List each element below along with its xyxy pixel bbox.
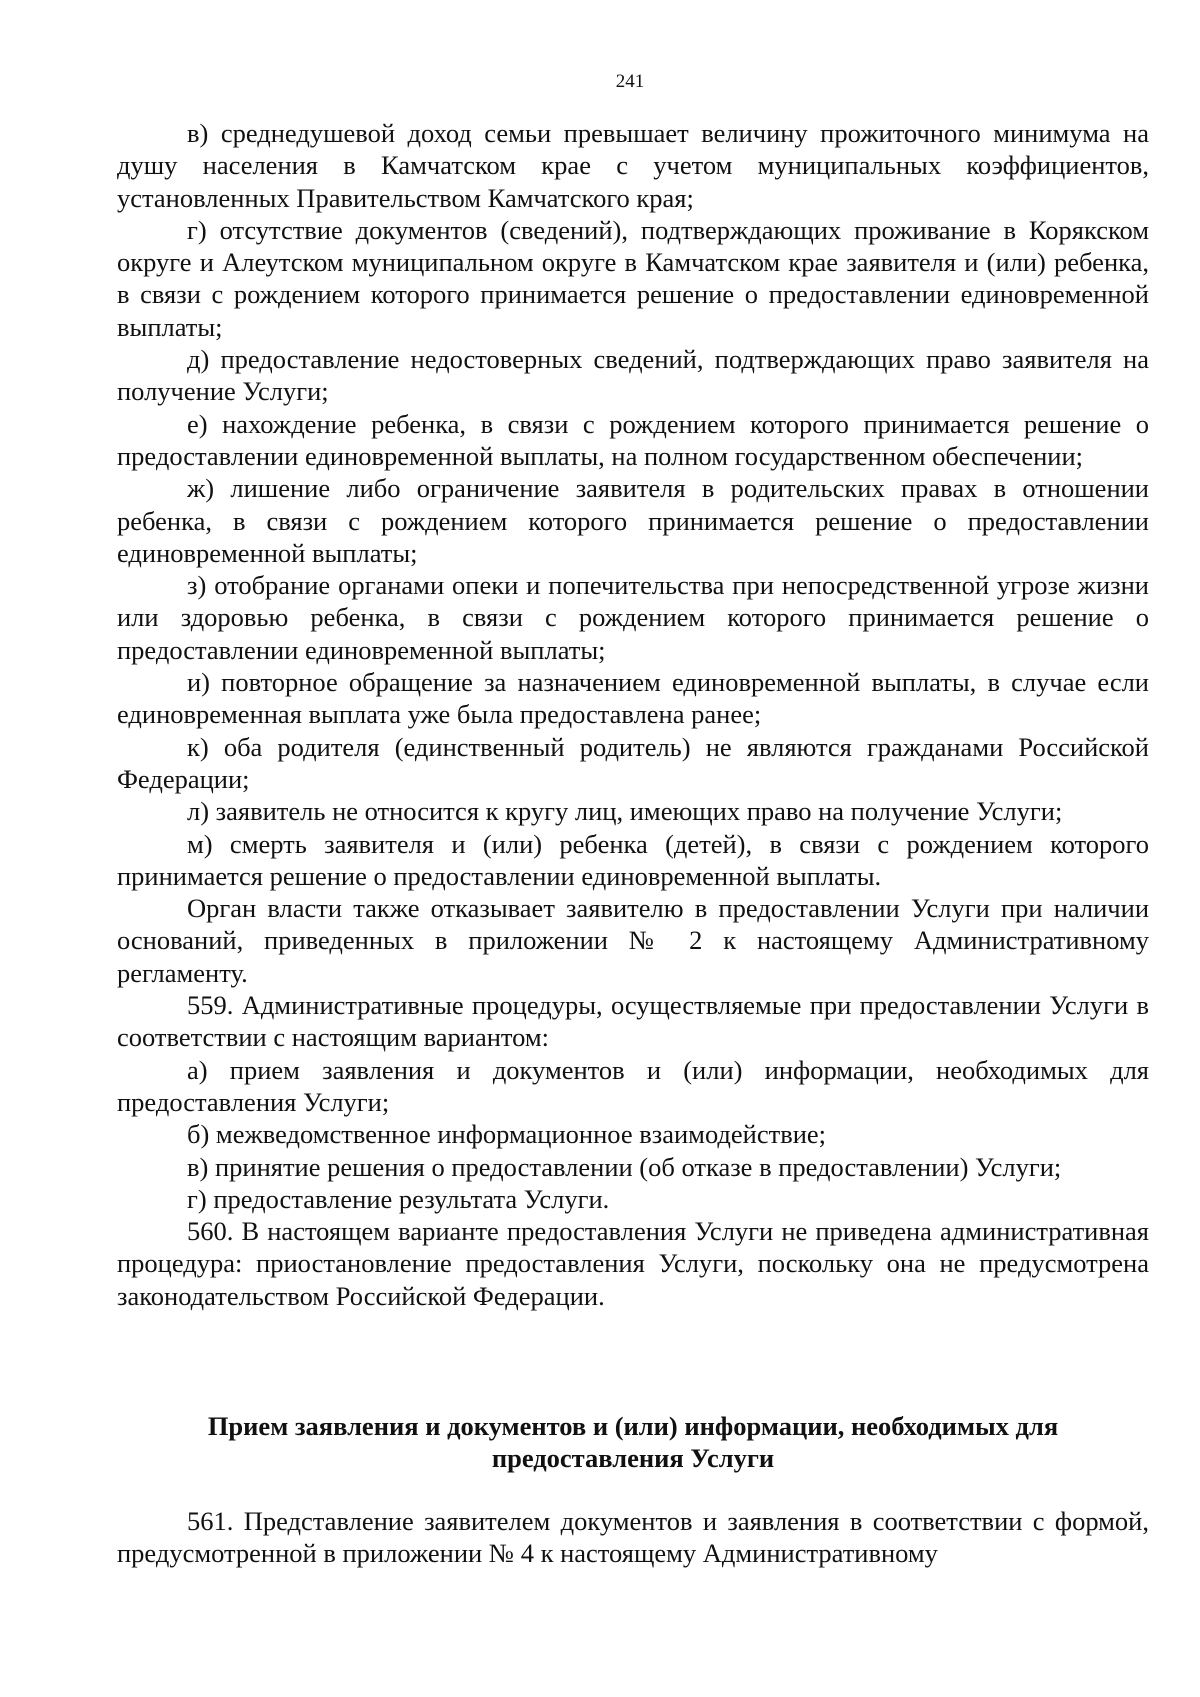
clause-560: 560. В настоящем варианте предоставления Услуги не приведена административная процедура: приостановление предоставления Услуги, поскольку она не предусмотрена законодательством Российской Федерации. <box>117 1216 1149 1311</box>
list-item-v: в) среднедушевой доход семьи превышает величину прожиточного минимума на душу населения в Камчатском крае с учетом муниципальных коэффициентов, установленных Правительством Камчатского края; <box>117 118 1149 213</box>
procedure-item-v: в) принятие решения о предоставлении (об отказе в предоставлении) Услуги; <box>187 1151 1062 1182</box>
procedure-item-g: г) предоставление результата Услуги. <box>187 1183 610 1214</box>
list-item-zh: ж) лишение либо ограничение заявителя в родительских правах в отношении ребенка, в связи с рождением которого принимается решение о предоставлении единовременной выплаты; <box>117 473 1149 568</box>
clause-561: 561. Представление заявителем документов и заявления в соответствии с формой, предусмотренной в приложении № 4 к настоящему Административному <box>117 1506 1149 1569</box>
list-item-k: к) оба родителя (единственный родитель) не являются гражданами Российской Федерации; <box>117 731 1149 794</box>
list-item-l: л) заявитель не относится к кругу лиц, имеющих право на получение Услуги; <box>187 796 1063 827</box>
procedure-item-a: а) прием заявления и документов и (или) информации, необходимых для предоставления Услуги; <box>117 1054 1149 1117</box>
procedure-item-b: б) межведомственное информационное взаимодействие; <box>187 1119 827 1150</box>
list-item-g: г) отсутствие документов (сведений), подтверждающих проживание в Корякском округе и Алеутском муниципальном округе в Камчатском крае заявителя и (или) ребенка, в связи с рождением которого принимается решение о предоставлении единовременной выплаты; <box>117 214 1149 342</box>
page-number: 241 <box>615 71 645 92</box>
list-item-m: м) смерть заявителя и (или) ребенка (детей), в связи с рождением которого принимается решение о предоставлении единовременной выплаты. <box>117 828 1149 891</box>
section-heading: Прием заявления и документов и (или) информации, необходимых для предоставления Услуги <box>207 1411 1059 1474</box>
list-item-d: д) предоставление недостоверных сведений, подтверждающих право заявителя на получение Услуги; <box>117 344 1149 407</box>
paragraph-refusal-grounds: Орган власти также отказывает заявителю в предоставлении Услуги при наличии оснований, приведенных в приложении № 2 к настоящему Административному регламенту. <box>117 893 1149 988</box>
list-item-z: з) отобрание органами опеки и попечительства при непосредственной угрозе жизни или здоровью ребенка, в связи с рождением которого принимается решение о предоставлении единовременной выплаты; <box>117 570 1149 665</box>
list-item-i: и) повторное обращение за назначением единовременной выплаты, в случае если единовременная выплата уже была предоставлена ранее; <box>117 667 1149 730</box>
body-text <box>117 117 1149 1312</box>
list-item-e: е) нахождение ребенка, в связи с рождением которого принимается решение о предоставлении единовременной выплаты, на полном государственном обеспечении; <box>117 408 1149 471</box>
clause-559: 559. Административные процедуры, осуществляемые при предоставлении Услуги в соответствии с настоящим вариантом: <box>117 990 1149 1053</box>
body-text-after-heading <box>117 1505 1149 1570</box>
